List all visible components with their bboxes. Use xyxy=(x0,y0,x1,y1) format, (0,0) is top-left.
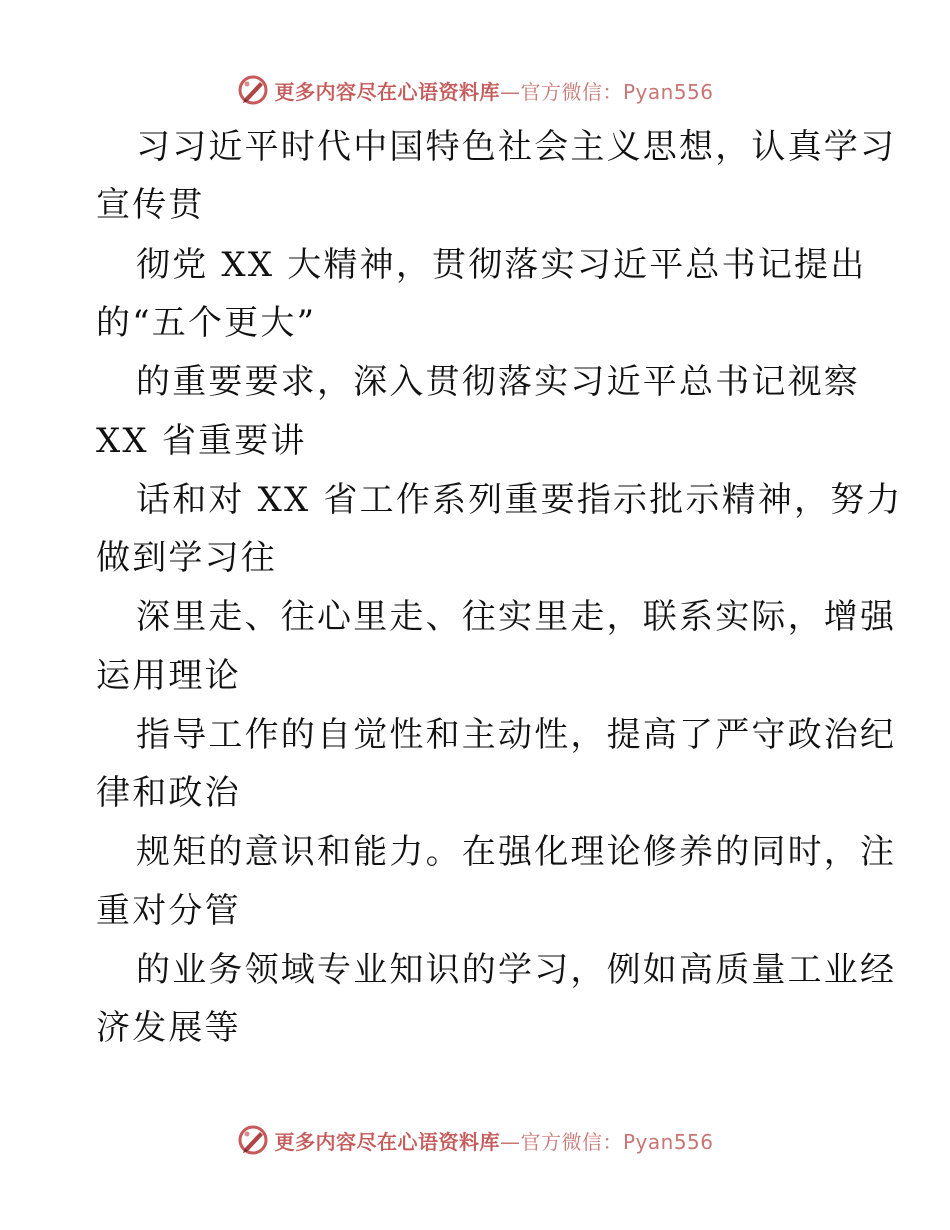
paragraph-line: 宣传贯 xyxy=(96,185,205,225)
paragraph-line: 律和政治 xyxy=(96,773,241,813)
paragraph-line: 运用理论 xyxy=(96,656,241,696)
watermark-sub-text: 官方微信： xyxy=(520,1129,623,1154)
pen-circle-logo-icon xyxy=(236,1123,270,1157)
paragraph-line: 的“五个更大” xyxy=(96,303,317,343)
watermark-dash: — xyxy=(499,79,521,104)
watermark-main-text: 更多内容尽在心语资料库 xyxy=(274,79,500,104)
paragraph-line: 话和对 XX 省工作系列重要指示批示精神，努力 xyxy=(136,480,903,520)
watermark-dash: — xyxy=(499,1129,521,1154)
paragraph-line: 彻党 XX 大精神，贯彻落实习近平总书记提出 xyxy=(136,245,867,285)
watermark-sub-text: 官方微信： xyxy=(520,79,623,104)
footer-watermark xyxy=(0,1120,950,1160)
watermark-wechat-id: Pyan556 xyxy=(622,1129,714,1154)
paragraph-line: 习习近平时代中国特色社会主义思想，认真学习 xyxy=(136,127,897,167)
pen-circle-logo-icon xyxy=(236,73,270,107)
paragraph-line: 济发展等 xyxy=(96,1008,241,1048)
paragraph-line: 规矩的意识和能力。在强化理论修养的同时，注 xyxy=(136,832,897,872)
paragraph-line: 的业务领域专业知识的学习，例如高质量工业经 xyxy=(136,950,897,990)
header-watermark xyxy=(0,70,950,110)
paragraph-line: XX 省重要讲 xyxy=(96,421,307,461)
paragraph-line: 做到学习往 xyxy=(96,538,277,578)
paragraph-line: 的重要要求，深入贯彻落实习近平总书记视察 xyxy=(136,362,860,402)
paragraph-line: 重对分管 xyxy=(96,891,241,931)
watermark-main-text: 更多内容尽在心语资料库 xyxy=(274,1129,500,1154)
paragraph-line: 指导工作的自觉性和主动性，提高了严守政治纪 xyxy=(136,715,897,755)
paragraph-line: 深里走、往心里走、往实里走，联系实际，增强 xyxy=(136,597,897,637)
watermark-wechat-id: Pyan556 xyxy=(622,79,714,104)
